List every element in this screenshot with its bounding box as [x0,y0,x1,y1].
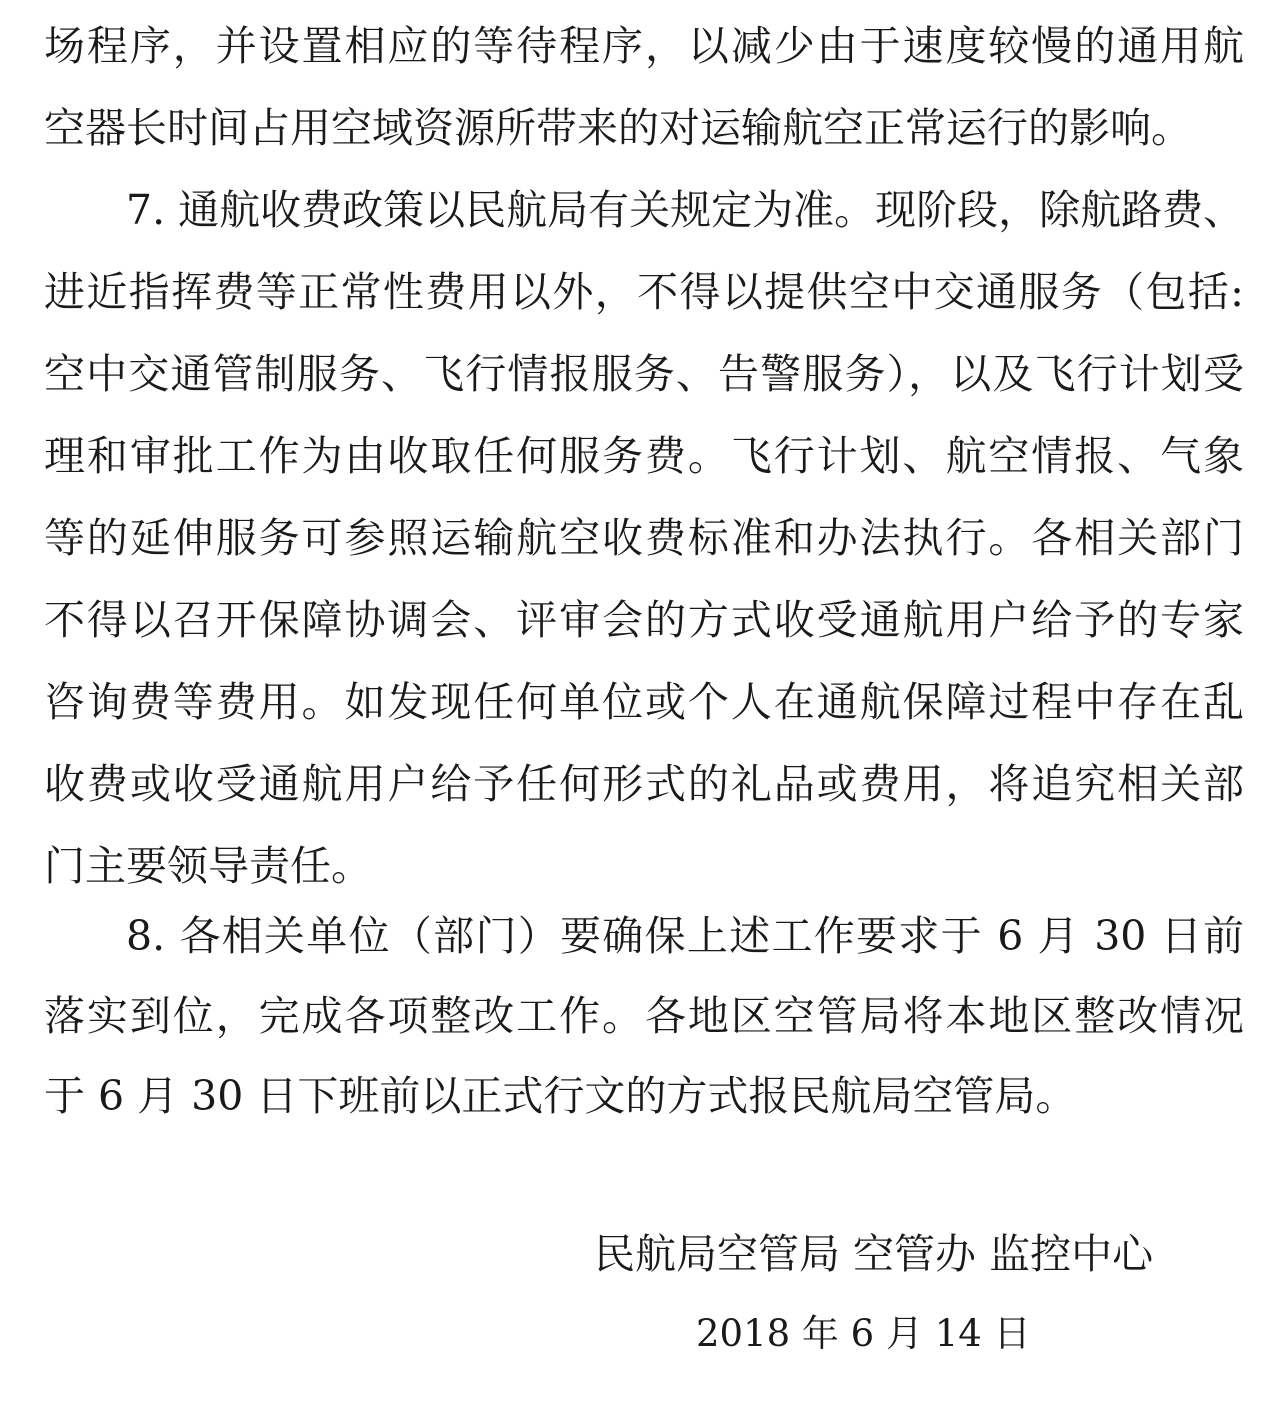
item-8-line-1: 8. 各相关单位（部门）要确保上述工作要求于 6 月 30 日前 [126,912,1244,960]
item-7-line-8: 收费或收受通航用户给予任何形式的礼品或费用，将追究相关部 [44,760,1244,808]
signature-date: 2018 年 6 月 14 日 [696,1312,1031,1355]
item-8-line-3: 于 6 月 30 日下班前以正式行文的方式报民航局空管局。 [44,1072,1077,1120]
signature-organization: 民航局空管局 空管办 监控中心 [594,1230,1154,1278]
item-7-line-6: 不得以召开保障协调会、评审会的方式收受通航用户给予的专家 [44,596,1244,644]
body-line-2: 空器长时间占用空域资源所带来的对运输航空正常运行的影响。 [44,104,1192,152]
item-7-line-9: 门主要领导责任。 [44,842,372,890]
item-8-line-2: 落实到位，完成各项整改工作。各地区空管局将本地区整改情况 [44,992,1244,1040]
item-7-line-3: 空中交通管制服务、飞行情报服务、告警服务），以及飞行计划受 [44,350,1244,398]
item-7-line-1: 7. 通航收费政策以民航局有关规定为准。现阶段，除航路费、 [126,186,1245,234]
item-7-line-7: 咨询费等费用。如发现任何单位或个人在通航保障过程中存在乱 [44,678,1244,726]
item-7-line-4: 理和审批工作为由收取任何服务费。飞行计划、航空情报、气象 [44,432,1244,480]
item-7-line-5: 等的延伸服务可参照运输航空收费标准和办法执行。各相关部门 [44,514,1244,562]
body-line-1: 场程序，并设置相应的等待程序，以减少由于速度较慢的通用航 [44,22,1244,70]
item-7-line-2: 进近指挥费等正常性费用以外，不得以提供空中交通服务（包括: [44,268,1244,316]
